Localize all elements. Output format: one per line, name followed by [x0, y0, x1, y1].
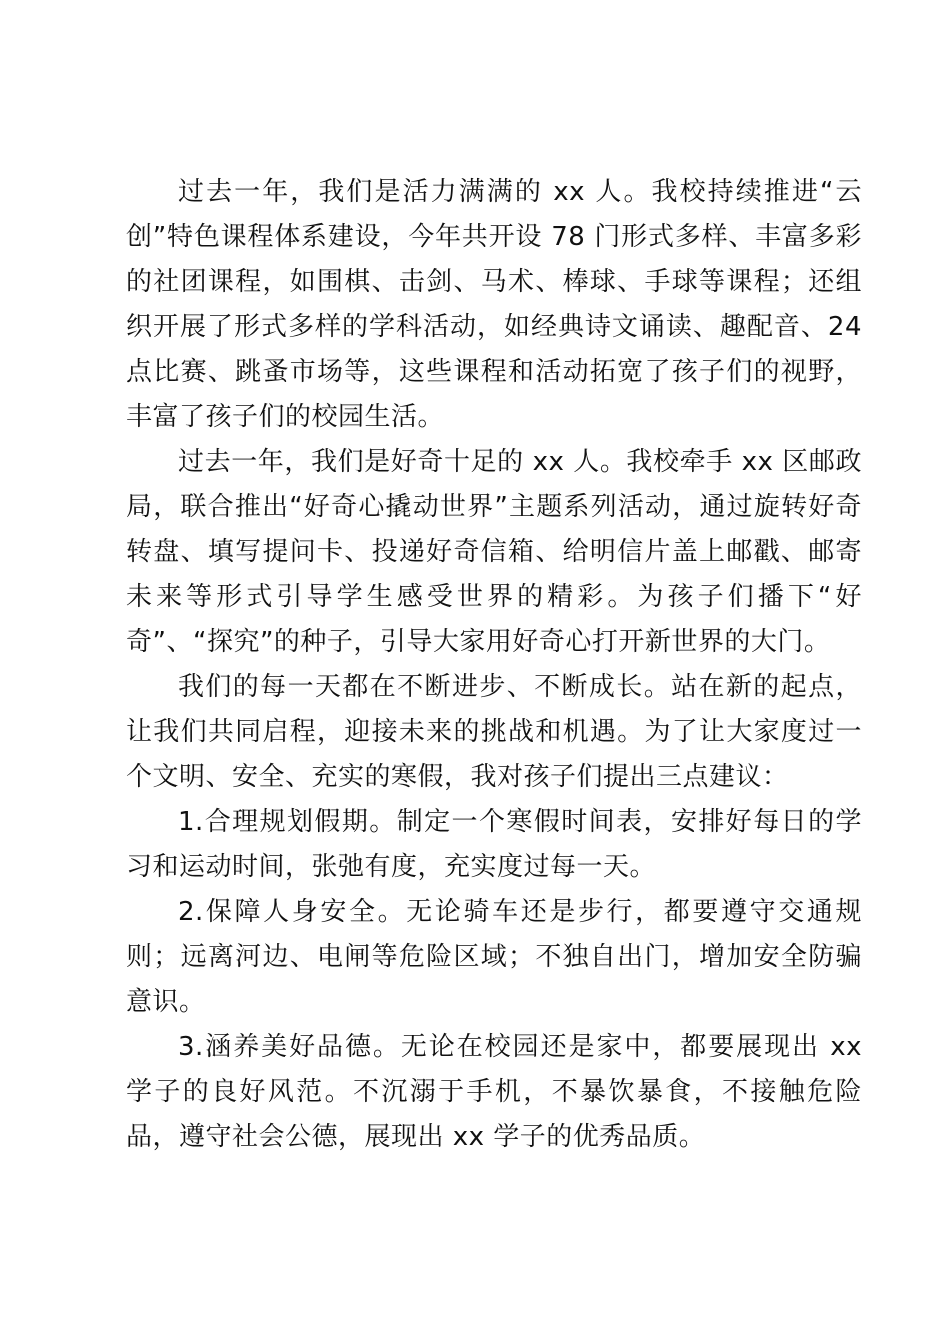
paragraph-curiosity: 过去一年，我们是好奇十足的 xx 人。我校牵手 xx 区邮政局，联合推出“好奇心撬动世界”主题系列活动，通过旋转好奇转盘、填写提问卡、投递好奇信箱、给明信片盖上邮戳、邮寄未来等形式引导学生感受世界的精彩。为孩子们播下“好奇”、“探究”的种子，引导大家用好奇心打开新世界的大门。 [126, 447, 862, 657]
suggestion-1: 1.合理规划假期。制定一个寒假时间表，安排好每日的学习和运动时间，张弛有度，充实度过每一天。 [126, 807, 862, 882]
suggestion-3: 3.涵养美好品德。无论在校园还是家中，都要展现出 xx 学子的良好风范。不沉溺于手机，不暴饮暴食，不接触危险品，遵守社会公德，展现出 xx 学子的优秀品质。 [126, 1032, 862, 1152]
paragraph-vitality: 过去一年，我们是活力满满的 xx 人。我校持续推进“云创”特色课程体系建设，今年共开设 78 门形式多样、丰富多彩的社团课程，如围棋、击剑、马术、棒球、手球等课程；还组织开展了形式多样的学科活动，如经典诗文诵读、趣配音、24 点比赛、跳蚤市场等，这些课程和活动拓宽了孩子们的视野，丰富了孩子们的校园生活。 [126, 177, 862, 432]
paragraph-new-start: 我们的每一天都在不断进步、不断成长。站在新的起点，让我们共同启程，迎接未来的挑战和机遇。为了让大家度过一个文明、安全、充实的寒假，我对孩子们提出三点建议： [126, 672, 862, 792]
document-body [126, 170, 862, 1160]
suggestion-2: 2.保障人身安全。无论骑车还是步行，都要遵守交通规则；远离河边、电闸等危险区域；不独自出门，增加安全防骗意识。 [126, 897, 862, 1017]
